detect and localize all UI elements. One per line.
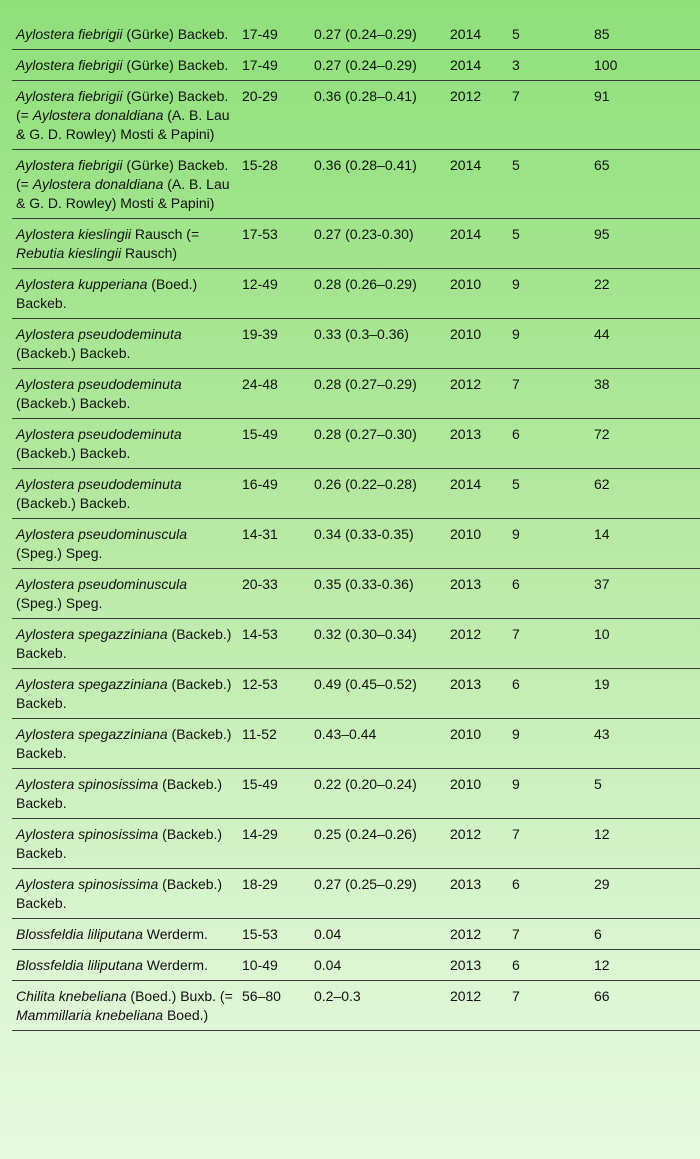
range-cell: 11-52 xyxy=(238,719,310,769)
year-cell: 2010 xyxy=(446,719,508,769)
count-cell: 6 xyxy=(508,419,590,469)
count-cell: 7 xyxy=(508,981,590,1031)
percent-cell: 12 xyxy=(590,950,700,981)
synonym-authority: Rausch) xyxy=(121,245,178,261)
species-cell xyxy=(12,469,238,519)
species-name: Aylostera pseudodeminuta xyxy=(16,476,182,492)
synonym-authority: (A. B. Lau & G. D. Rowley) Mosti & Papini) xyxy=(16,176,230,211)
range-cell: 10-49 xyxy=(238,950,310,981)
table-row xyxy=(12,719,700,769)
species-authority: (Boed.) Backeb. xyxy=(16,276,198,311)
species-authority: (Backeb.) Backeb. xyxy=(16,626,232,661)
species-name: Blossfeldia liliputana xyxy=(16,957,143,973)
value-cell: 0.27 (0.25–0.29) xyxy=(310,869,446,919)
percent-cell: 62 xyxy=(590,469,700,519)
table-row xyxy=(12,519,700,569)
range-cell: 20-29 xyxy=(238,81,310,150)
species-cell xyxy=(12,981,238,1031)
table-row xyxy=(12,50,700,81)
range-cell: 14-31 xyxy=(238,519,310,569)
count-cell: 6 xyxy=(508,569,590,619)
count-cell: 5 xyxy=(508,469,590,519)
species-cell xyxy=(12,81,238,150)
count-cell: 5 xyxy=(508,150,590,219)
species-name: Aylostera kupperiana xyxy=(16,276,148,292)
year-cell: 2012 xyxy=(446,919,508,950)
species-cell xyxy=(12,319,238,369)
value-cell: 0.33 (0.3–0.36) xyxy=(310,319,446,369)
percent-cell: 14 xyxy=(590,519,700,569)
range-cell: 56–80 xyxy=(238,981,310,1031)
value-cell: 0.25 (0.24–0.26) xyxy=(310,819,446,869)
count-cell: 5 xyxy=(508,219,590,269)
value-cell: 0.27 (0.23-0.30) xyxy=(310,219,446,269)
percent-cell: 37 xyxy=(590,569,700,619)
year-cell: 2012 xyxy=(446,81,508,150)
range-cell: 17-53 xyxy=(238,219,310,269)
year-cell: 2012 xyxy=(446,981,508,1031)
year-cell: 2014 xyxy=(446,219,508,269)
species-name: Aylostera fiebrigii xyxy=(16,57,123,73)
percent-cell: 44 xyxy=(590,319,700,369)
species-authority: (Backeb.) Backeb. xyxy=(16,826,223,861)
count-cell: 7 xyxy=(508,369,590,419)
species-cell xyxy=(12,950,238,981)
value-cell: 0.43–0.44 xyxy=(310,719,446,769)
synonym-authority: (A. B. Lau & G. D. Rowley) Mosti & Papini) xyxy=(16,107,230,142)
table-row xyxy=(12,769,700,819)
synonym-name: Rebutia kieslingii xyxy=(16,245,122,261)
year-cell: 2014 xyxy=(446,469,508,519)
percent-cell: 91 xyxy=(590,81,700,150)
count-cell: 9 xyxy=(508,519,590,569)
species-cell xyxy=(12,769,238,819)
species-cell xyxy=(12,519,238,569)
count-cell: 7 xyxy=(508,919,590,950)
species-authority: Werderm. xyxy=(142,926,208,942)
species-cell xyxy=(12,569,238,619)
table-row xyxy=(12,919,700,950)
count-cell: 7 xyxy=(508,619,590,669)
table-row xyxy=(12,619,700,669)
year-cell: 2010 xyxy=(446,519,508,569)
synonym-name: Aylostera donaldiana xyxy=(32,176,164,192)
table-row xyxy=(12,669,700,719)
range-cell: 12-53 xyxy=(238,669,310,719)
species-authority: (Gürke) Backeb. (= xyxy=(16,88,229,123)
table-row xyxy=(12,869,700,919)
value-cell: 0.26 (0.22–0.28) xyxy=(310,469,446,519)
species-authority: (Backeb.) Backeb. xyxy=(16,495,131,511)
count-cell: 9 xyxy=(508,319,590,369)
species-cell xyxy=(12,219,238,269)
range-cell: 14-29 xyxy=(238,819,310,869)
table-row xyxy=(12,369,700,419)
species-name: Chilita knebeliana xyxy=(16,988,127,1004)
range-cell: 15-53 xyxy=(238,919,310,950)
range-cell: 15-49 xyxy=(238,419,310,469)
species-authority: (Backeb.) Backeb. xyxy=(16,726,232,761)
species-cell xyxy=(12,669,238,719)
year-cell: 2013 xyxy=(446,669,508,719)
percent-cell: 43 xyxy=(590,719,700,769)
table-row xyxy=(12,819,700,869)
species-cell xyxy=(12,869,238,919)
range-cell: 16-49 xyxy=(238,469,310,519)
count-cell: 6 xyxy=(508,669,590,719)
value-cell: 0.28 (0.26–0.29) xyxy=(310,269,446,319)
table-body xyxy=(12,16,700,1031)
range-cell: 24-48 xyxy=(238,369,310,419)
year-cell: 2010 xyxy=(446,769,508,819)
species-cell xyxy=(12,919,238,950)
range-cell: 19-39 xyxy=(238,319,310,369)
synonym-name: Mammillaria knebeliana xyxy=(16,1007,164,1023)
count-cell: 7 xyxy=(508,819,590,869)
species-name: Aylostera pseudominuscula xyxy=(16,526,188,542)
count-cell: 6 xyxy=(508,869,590,919)
value-cell: 0.32 (0.30–0.34) xyxy=(310,619,446,669)
species-name: Aylostera fiebrigii xyxy=(16,157,123,173)
percent-cell: 12 xyxy=(590,819,700,869)
species-authority: (Boed.) Buxb. (= xyxy=(126,988,233,1004)
species-authority: (Backeb.) Backeb. xyxy=(16,395,131,411)
year-cell: 2014 xyxy=(446,50,508,81)
table-row xyxy=(12,950,700,981)
range-cell: 18-29 xyxy=(238,869,310,919)
value-cell: 0.36 (0.28–0.41) xyxy=(310,150,446,219)
species-name: Aylostera fiebrigii xyxy=(16,88,123,104)
percent-cell: 5 xyxy=(590,769,700,819)
species-cell xyxy=(12,619,238,669)
range-cell: 17-49 xyxy=(238,50,310,81)
table-row xyxy=(12,419,700,469)
count-cell: 9 xyxy=(508,269,590,319)
species-name: Aylostera spegazziniana xyxy=(16,726,168,742)
species-authority: (Gürke) Backeb. xyxy=(122,57,229,73)
table-row xyxy=(12,81,700,150)
species-authority: (Backeb.) Backeb. xyxy=(16,676,232,711)
species-name: Aylostera pseudodeminuta xyxy=(16,376,182,392)
species-name: Blossfeldia liliputana xyxy=(16,926,143,942)
year-cell: 2012 xyxy=(446,819,508,869)
table-row xyxy=(12,219,700,269)
percent-cell: 6 xyxy=(590,919,700,950)
value-cell: 0.27 (0.24–0.29) xyxy=(310,50,446,81)
species-cell xyxy=(12,369,238,419)
species-name: Aylostera pseudodeminuta xyxy=(16,326,182,342)
species-authority: (Gürke) Backeb. (= xyxy=(16,157,229,192)
year-cell: 2012 xyxy=(446,369,508,419)
species-authority: (Backeb.) Backeb. xyxy=(16,345,131,361)
year-cell: 2010 xyxy=(446,319,508,369)
value-cell: 0.22 (0.20–0.24) xyxy=(310,769,446,819)
percent-cell: 65 xyxy=(590,150,700,219)
species-name: Aylostera fiebrigii xyxy=(16,26,123,42)
synonym-name: Aylostera donaldiana xyxy=(32,107,164,123)
species-name: Aylostera pseudodeminuta xyxy=(16,426,182,442)
species-cell xyxy=(12,50,238,81)
year-cell: 2013 xyxy=(446,950,508,981)
year-cell: 2013 xyxy=(446,869,508,919)
value-cell: 0.28 (0.27–0.29) xyxy=(310,369,446,419)
table-row xyxy=(12,469,700,519)
percent-cell: 38 xyxy=(590,369,700,419)
value-cell: 0.28 (0.27–0.30) xyxy=(310,419,446,469)
year-cell: 2014 xyxy=(446,16,508,50)
percent-cell: 22 xyxy=(590,269,700,319)
value-cell: 0.34 (0.33-0.35) xyxy=(310,519,446,569)
range-cell: 20-33 xyxy=(238,569,310,619)
count-cell: 9 xyxy=(508,769,590,819)
range-cell: 15-28 xyxy=(238,150,310,219)
count-cell: 9 xyxy=(508,719,590,769)
range-cell: 17-49 xyxy=(238,16,310,50)
value-cell: 0.2–0.3 xyxy=(310,981,446,1031)
species-authority: (Backeb.) Backeb. xyxy=(16,776,223,811)
count-cell: 7 xyxy=(508,81,590,150)
species-authority: (Speg.) Speg. xyxy=(16,545,103,561)
year-cell: 2010 xyxy=(446,269,508,319)
species-authority: (Backeb.) Backeb. xyxy=(16,876,223,911)
value-cell: 0.35 (0.33-0.36) xyxy=(310,569,446,619)
table-row xyxy=(12,569,700,619)
percent-cell: 19 xyxy=(590,669,700,719)
table-row xyxy=(12,269,700,319)
species-authority: (Backeb.) Backeb. xyxy=(16,445,131,461)
species-authority: Rausch (= xyxy=(131,226,200,242)
table-row xyxy=(12,150,700,219)
count-cell: 6 xyxy=(508,950,590,981)
year-cell: 2013 xyxy=(446,419,508,469)
value-cell: 0.49 (0.45–0.52) xyxy=(310,669,446,719)
value-cell: 0.36 (0.28–0.41) xyxy=(310,81,446,150)
table-row xyxy=(12,16,700,50)
species-cell xyxy=(12,269,238,319)
species-cell xyxy=(12,150,238,219)
species-authority: Werderm. xyxy=(142,957,208,973)
percent-cell: 29 xyxy=(590,869,700,919)
species-cell xyxy=(12,719,238,769)
species-name: Aylostera spinosissima xyxy=(16,876,159,892)
species-name: Aylostera kieslingii xyxy=(16,226,132,242)
percent-cell: 85 xyxy=(590,16,700,50)
species-cell xyxy=(12,819,238,869)
count-cell: 5 xyxy=(508,16,590,50)
table-row xyxy=(12,319,700,369)
species-cell xyxy=(12,16,238,50)
year-cell: 2013 xyxy=(446,569,508,619)
species-authority: (Gürke) Backeb. xyxy=(122,26,229,42)
species-cell xyxy=(12,419,238,469)
species-name: Aylostera spinosissima xyxy=(16,776,159,792)
species-name: Aylostera spegazziniana xyxy=(16,676,168,692)
species-authority: (Speg.) Speg. xyxy=(16,595,103,611)
value-cell: 0.04 xyxy=(310,919,446,950)
synonym-authority: Boed.) xyxy=(163,1007,209,1023)
range-cell: 15-49 xyxy=(238,769,310,819)
data-table xyxy=(12,16,700,1031)
count-cell: 3 xyxy=(508,50,590,81)
range-cell: 12-49 xyxy=(238,269,310,319)
species-name: Aylostera spinosissima xyxy=(16,826,159,842)
species-name: Aylostera pseudominuscula xyxy=(16,576,188,592)
percent-cell: 100 xyxy=(590,50,700,81)
value-cell: 0.27 (0.24–0.29) xyxy=(310,16,446,50)
table-row xyxy=(12,981,700,1031)
range-cell: 14-53 xyxy=(238,619,310,669)
species-name: Aylostera spegazziniana xyxy=(16,626,168,642)
percent-cell: 95 xyxy=(590,219,700,269)
year-cell: 2014 xyxy=(446,150,508,219)
year-cell: 2012 xyxy=(446,619,508,669)
percent-cell: 10 xyxy=(590,619,700,669)
percent-cell: 72 xyxy=(590,419,700,469)
percent-cell: 66 xyxy=(590,981,700,1031)
value-cell: 0.04 xyxy=(310,950,446,981)
